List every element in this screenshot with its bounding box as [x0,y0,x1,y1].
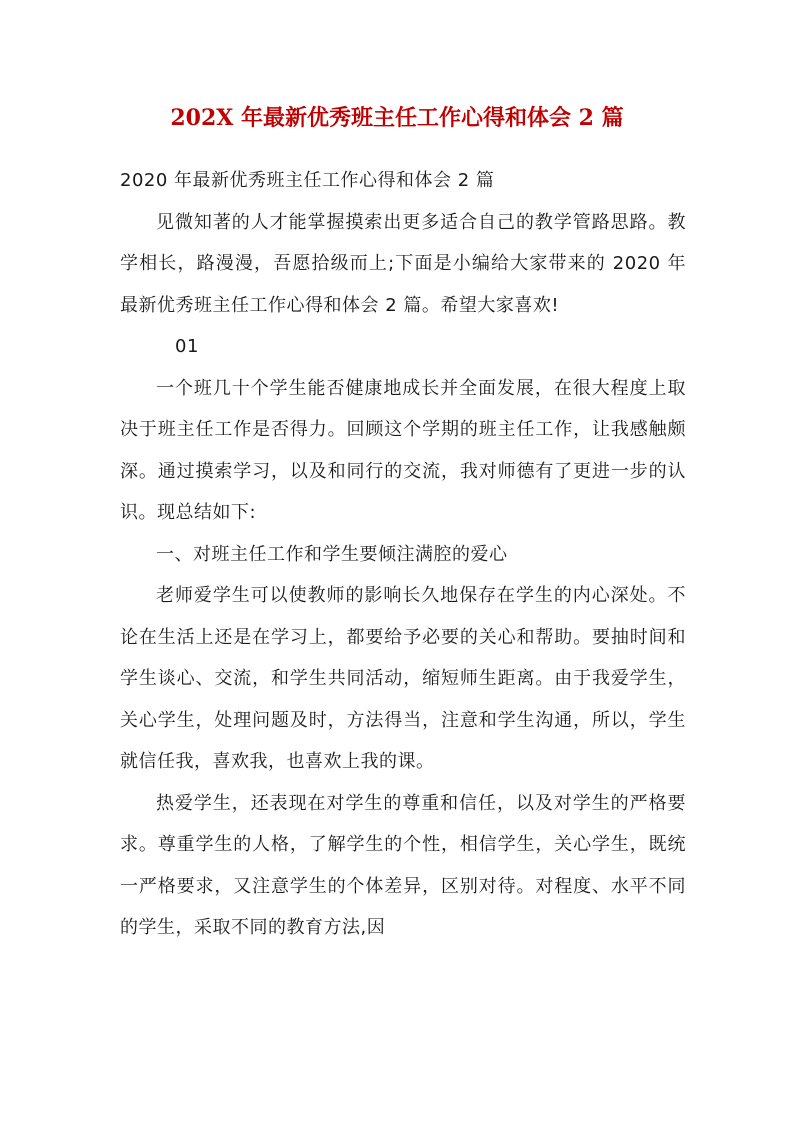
section-heading: 一、对班主任工作和学生要倾注满腔的爱心 [156,543,508,565]
section-number: 01 [175,336,199,357]
body-paragraph: 一个班几十个学生能否健康地成长并全面发展，在很大程度上取决于班主任工作是否得力。回顾这个学期的班主任工作，让我感触颇深。通过摸索学习，以及和同行的交流，我对师德有了更进一步的认识。现总结如下: [120,377,686,523]
document-subtitle: 2020 年最新优秀班主任工作心得和体会 2 篇 [120,170,495,191]
body-paragraph: 老师爱学生可以使教师的影响长久地保存在学生的内心深处。不论在生活上还是在学习上，都要给予必要的关心和帮助。要抽时间和学生谈心、交流，和学生共同活动，缩短师生距离。由于我爱学生，关心学生，处理问题及时，方法得当，注意和学生沟通，所以，学生就信任我，喜欢我，也喜欢上我的课。 [120,585,686,772]
intro-paragraph: 见微知著的人才能掌握摸索出更多适合自己的教学管路思路。教学相长，路漫漫，吾愿拾级而上;下面是小编给大家带来的 2020 年最新优秀班主任工作心得和体会 2 篇。希望大家喜欢! [120,211,686,316]
body-paragraph: 热爱学生，还表现在对学生的尊重和信任，以及对学生的严格要求。尊重学生的人格，了解学生的个性，相信学生，关心学生，既统一严格要求，又注意学生的个体差异，区别对待。对程度、水平不同的学生，采取不同的教育方法,因 [120,792,686,938]
document-body [120,160,686,949]
document-title: 202X 年最新优秀班主任工作心得和体会 2 篇 [170,105,624,131]
